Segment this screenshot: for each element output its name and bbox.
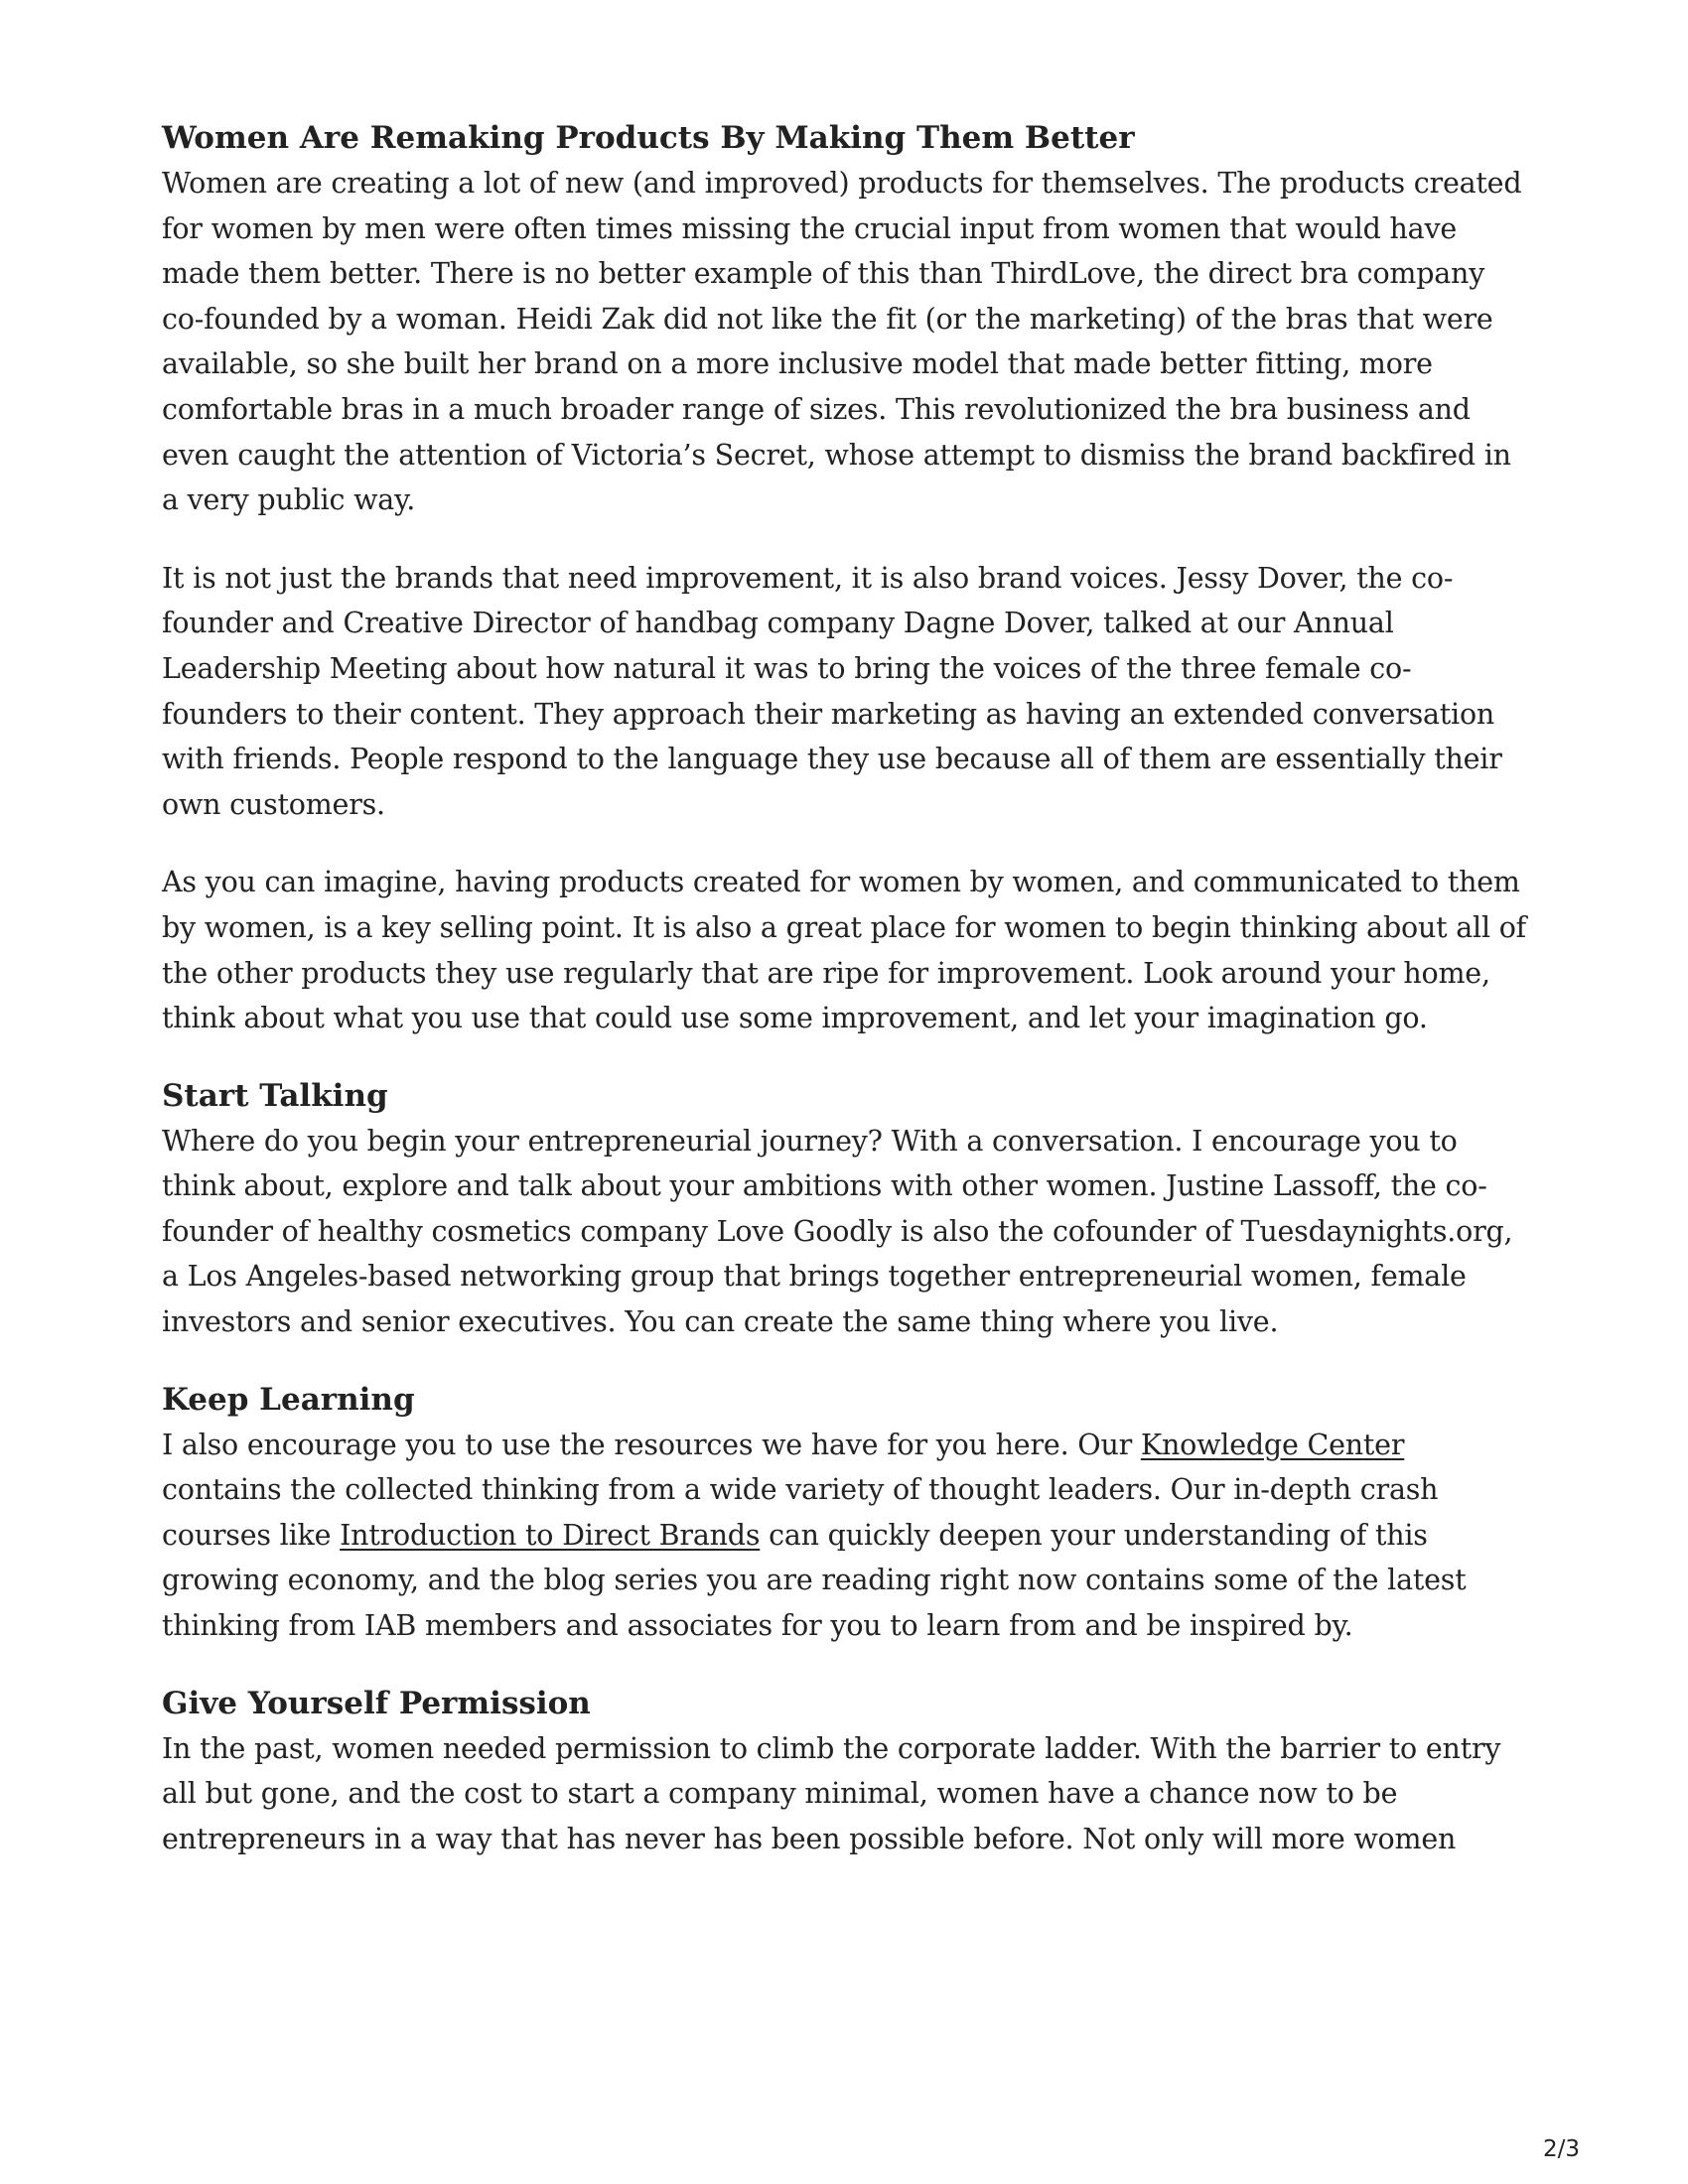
- paragraph-start-talking: Where do you begin your entrepreneurial journey? With a conversation. I encourage you to think about, explore and talk about your ambitions with other women. Justine Lassoff, the co-founder of healthy cosmetics company Love Goodly is also the cofounder of Tuesdaynights.org, a Los Angeles-based networking group that brings together entrepreneurial women, female investors and senior executives. You can create the same thing where you live.: [162, 1124, 1513, 1339]
- keep-learning-text-1: I also encourage you to use the resources we have for you here. Our: [162, 1428, 1141, 1461]
- article-body: [162, 115, 1532, 1861]
- section-heading-give-yourself-permission: Give Yourself Permission: [162, 1685, 591, 1721]
- introduction-to-direct-brands-link[interactable]: Introduction to Direct Brands: [340, 1518, 761, 1552]
- section-heading-start-talking: Start Talking: [162, 1077, 388, 1114]
- section-heading-keep-learning: Keep Learning: [162, 1381, 415, 1418]
- paragraph-give-yourself-permission: In the past, women needed permission to climb the corporate ladder. With the barrier to entry all but gone, and the cost to start a company minimal, women have a chance now to be entrepreneurs in a way that has never has been possible before. Not only will more women: [162, 1731, 1501, 1855]
- page-number: 2/3: [1542, 2136, 1580, 2162]
- paragraph-keep-learning: [162, 1423, 1532, 1649]
- knowledge-center-link[interactable]: Knowledge Center: [1140, 1428, 1405, 1461]
- paragraph-thirdlove: Women are creating a lot of new (and improved) products for themselves. The products created for women by men were often times missing the crucial input from women that would have made them better. There is no better example of this than ThirdLove, the direct bra company co-founded by a woman. Heidi Zak did not like the fit (or the marketing) of the bras that were available, so she built her brand on a more inclusive model that made better fitting, more comfortable bras in a much broader range of sizes. This revolutionized the bra business and even caught the attention of Victoria’s Secret, whose attempt to dismiss the brand backfired in a very public way.: [162, 167, 1522, 517]
- paragraph-key-selling-point: As you can imagine, having products created for women by women, and communicated to them by women, is a key selling point. It is also a great place for women to begin thinking about all of the other products they use regularly that are ripe for improvement. Look around your home, think about what you use that could use some improvement, and let your imagination go.: [162, 866, 1527, 1035]
- keep-learning-text-3: can quickly deepen your understanding of this growing economy, and the blog series you are reading right now contains some of the latest thinking from IAB members and associates for you to learn from and be inspired by.: [162, 1518, 1467, 1643]
- section-heading-remaking-products: Women Are Remaking Products By Making Them Better: [162, 120, 1135, 156]
- paragraph-brand-voices: It is not just the brands that need improvement, it is also brand voices. Jessy Dover, the co-founder and Creative Director of handbag company Dagne Dover, talked at our Annual Leadership Meeting about how natural it was to bring the voices of the three female co-founders to their content. They approach their marketing as having an extended conversation with friends. People respond to the language they use because all of them are essentially their own customers.: [162, 561, 1502, 821]
- keep-learning-text-2: contains the collected thinking from a wide variety of thought leaders. Our in-depth crash courses like: [162, 1473, 1439, 1552]
